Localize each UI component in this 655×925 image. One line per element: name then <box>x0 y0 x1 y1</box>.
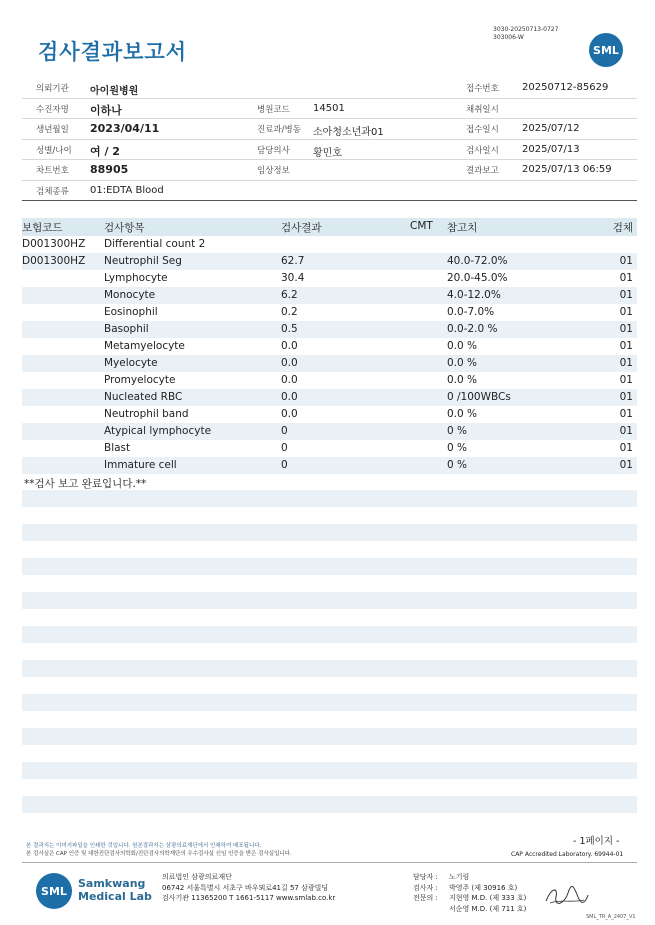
manager-value: 노기림 <box>449 873 470 881</box>
cell-result: 30.4 <box>281 272 305 284</box>
cell-spec: 01 <box>619 374 633 386</box>
empty-row-stripe <box>22 558 637 575</box>
empty-row-stripe <box>22 626 637 643</box>
cell-result: 0.2 <box>281 306 298 318</box>
cell-spec: 01 <box>619 408 633 420</box>
document-code-line2: 303006-W <box>493 34 524 41</box>
tester-label: 검사자 : <box>413 883 438 892</box>
cell-item: Immature cell <box>104 459 177 471</box>
specimen-value: 01:EDTA Blood <box>90 184 164 196</box>
specialist-label: 전문의 : <box>413 894 438 902</box>
clinical-label: 임상정보 <box>257 166 290 176</box>
chart-no-label: 차트번호 <box>36 166 69 176</box>
doctor-value: 황민호 <box>313 147 342 159</box>
empty-row-stripe <box>22 524 637 541</box>
cell-ref: 0.0 % <box>447 374 478 386</box>
cell-spec: 01 <box>619 357 633 369</box>
cell-result: 0.0 <box>281 408 298 420</box>
cell-spec: 01 <box>619 272 633 284</box>
cell-spec: 01 <box>619 425 633 437</box>
empty-row-stripe <box>22 490 637 507</box>
complete-row <box>22 474 637 491</box>
cell-item: Differential count 2 <box>104 238 206 250</box>
hospital-label: 의뢰기관 <box>36 84 69 94</box>
table-row <box>22 372 637 389</box>
cell-item: Atypical lymphocyte <box>104 425 212 437</box>
specimen-label: 검체종류 <box>36 186 69 197</box>
dept-label: 진료과/병동 <box>257 125 301 135</box>
empty-row-stripe <box>22 592 637 609</box>
cell-result: 0.0 <box>281 391 298 403</box>
patient-info <box>22 78 637 201</box>
cell-item: Neutrophil band <box>104 408 189 420</box>
table-row <box>22 236 637 253</box>
table-row <box>22 406 637 423</box>
brand-line1: Samkwang <box>78 877 146 890</box>
manager-label: 담당자 : <box>413 873 438 881</box>
sex-age-value: 여 / 2 <box>90 144 120 158</box>
cell-ref: 0 % <box>447 442 467 454</box>
cell-result: 0.5 <box>281 323 298 335</box>
results-table <box>22 218 637 491</box>
cell-result: 0.0 <box>281 374 298 386</box>
table-row <box>22 253 637 270</box>
cell-item: Neutrophil Seg <box>104 255 182 267</box>
doctor-label: 담당의사 <box>257 145 290 156</box>
header-cmt: CMT <box>410 220 433 232</box>
cap-accreditation: CAP Accredited Laboratory. 69944-01 <box>511 851 624 858</box>
table-row <box>22 304 637 321</box>
cell-result: 0.0 <box>281 340 298 352</box>
chart-no-value: 88905 <box>90 163 129 176</box>
header-ref: 참고치 <box>447 222 478 234</box>
table-row <box>22 321 637 338</box>
empty-row-stripe <box>22 728 637 745</box>
info-row <box>22 140 637 161</box>
birth-value: 2023/04/11 <box>90 122 160 135</box>
name-value: 이하나 <box>90 103 122 117</box>
cell-item: Basophil <box>104 323 149 335</box>
receipt-date-value: 2025/07/12 <box>522 123 580 134</box>
birth-label: 생년월일 <box>36 125 69 135</box>
cell-code: D001300HZ <box>22 238 86 250</box>
empty-row-stripe <box>22 660 637 677</box>
table-row <box>22 287 637 304</box>
brand-line2: Medical Lab <box>78 890 152 903</box>
cell-spec: 01 <box>619 255 633 267</box>
empty-row-stripe <box>22 762 637 779</box>
empty-row-stripe <box>22 694 637 711</box>
cell-ref: 0.0 % <box>447 340 478 352</box>
hospital-code-value: 14501 <box>313 102 345 114</box>
cell-item: Nucleated RBC <box>104 391 183 403</box>
staff-list <box>413 872 526 914</box>
cell-spec: 01 <box>619 323 633 335</box>
cell-ref: 0.0 % <box>447 357 478 369</box>
header-code: 보험코드 <box>22 222 63 234</box>
specialist1-value: 지현영 M.D. (제 333 호) <box>449 894 527 902</box>
empty-row-stripe <box>22 796 637 813</box>
info-row <box>22 99 637 120</box>
hospital-code-label: 병원코드 <box>257 104 290 115</box>
info-row <box>22 78 637 99</box>
cell-result: 0 <box>281 425 288 437</box>
info-row <box>22 181 637 202</box>
cell-result: 0 <box>281 442 288 454</box>
receipt-no-label: 접수번호 <box>466 84 499 94</box>
test-date-value: 2025/07/13 <box>522 143 580 155</box>
cell-spec: 01 <box>619 340 633 352</box>
table-row <box>22 423 637 440</box>
table-row <box>22 270 637 287</box>
cell-ref: 4.0-12.0% <box>447 289 501 301</box>
page-number: - 1페이지 - <box>573 836 620 847</box>
cell-ref: 0.0-7.0% <box>447 306 495 318</box>
collect-date-label: 채취일시 <box>466 104 499 115</box>
cell-spec: 01 <box>619 442 633 454</box>
dept-value: 소아청소년과01 <box>313 127 384 138</box>
cell-item: Metamyelocyte <box>104 340 185 352</box>
receipt-date-label: 접수일시 <box>466 125 499 135</box>
notice-line1: 본 결과지는 이미지파일을 인쇄한 것입니다. 원본결과지는 삼광의료재단에서 인쇄하여 배포됩니다. <box>26 843 262 849</box>
cell-spec: 01 <box>619 306 633 318</box>
cell-item: Lymphocyte <box>104 272 168 284</box>
table-row <box>22 440 637 457</box>
cell-ref: 40.0-72.0% <box>447 255 508 267</box>
signature-icon <box>544 883 590 909</box>
table-row <box>22 389 637 406</box>
address-line1: 의료법인 삼광의료재단 <box>162 873 232 881</box>
receipt-no-value: 20250712-85629 <box>522 82 609 93</box>
header-item: 검사항목 <box>104 222 145 234</box>
cell-ref: 0.0 % <box>447 408 478 420</box>
cell-spec: 01 <box>619 289 633 301</box>
test-date-label: 검사일시 <box>466 145 499 156</box>
lab-address <box>162 872 335 904</box>
cell-spec: 01 <box>619 391 633 403</box>
cell-code: D001300HZ <box>22 255 86 267</box>
notice-line2: 본 검사실은 CAP 인증 및 대한진단검사의학회/진단검사의학재단의 우수검사실 신임 인증을 받은 검사실입니다. <box>26 851 292 857</box>
specialist2-value: 서순영 M.D. (제 711 호) <box>449 904 527 913</box>
cell-ref: 0.0-2.0 % <box>447 323 498 335</box>
table-row <box>22 355 637 372</box>
cell-result: 0.0 <box>281 357 298 369</box>
report-date-label: 결과보고 <box>466 166 499 176</box>
document-code <box>493 26 558 42</box>
cell-ref: 0 % <box>447 459 467 471</box>
report-complete-text: **검사 보고 완료입니다.** <box>24 478 147 490</box>
cell-item: Promyelocyte <box>104 374 176 386</box>
document-code-line1: 3030-20250713-0727 <box>493 26 559 33</box>
form-code: SML_TR_A_2407_V1 <box>586 914 636 920</box>
cell-item: Myelocyte <box>104 357 158 369</box>
table-row <box>22 457 637 474</box>
brand-name <box>78 877 152 903</box>
results-header <box>22 218 637 236</box>
report-date-value: 2025/07/13 06:59 <box>522 164 612 175</box>
cell-result: 6.2 <box>281 289 298 301</box>
notice <box>26 842 292 858</box>
hospital-value: 아이원병원 <box>90 86 139 97</box>
info-row <box>22 119 637 140</box>
address-line2: 06742 서울특별시 서초구 바우뫼로41길 57 삼광빌딩 <box>162 883 329 892</box>
cell-item: Eosinophil <box>104 306 158 318</box>
header-spec: 검체 <box>612 222 633 234</box>
cell-ref: 0 % <box>447 425 467 437</box>
table-row <box>22 338 637 355</box>
tester-value: 박영주 (제 30916 호) <box>449 883 518 892</box>
footer-divider <box>22 862 637 863</box>
cell-item: Blast <box>104 442 131 454</box>
address-line3: 검사기관 11365200 T 1661-5117 www.smlab.co.kr <box>162 894 336 902</box>
cell-item: Monocyte <box>104 289 156 301</box>
sml-brand-icon: SML <box>36 873 72 909</box>
info-row <box>22 160 637 181</box>
cell-ref: 20.0-45.0% <box>447 272 508 284</box>
sml-logo-icon: SML <box>589 33 623 67</box>
sex-age-label: 성별/나이 <box>36 145 72 156</box>
cell-ref: 0 /100WBCs <box>447 391 511 403</box>
cell-spec: 01 <box>619 459 633 471</box>
cell-result: 62.7 <box>281 255 305 267</box>
cell-result: 0 <box>281 459 288 471</box>
header-result: 검사결과 <box>281 222 322 234</box>
report-title: 검사결과보고서 <box>38 40 188 64</box>
name-label: 수진자명 <box>36 104 69 115</box>
